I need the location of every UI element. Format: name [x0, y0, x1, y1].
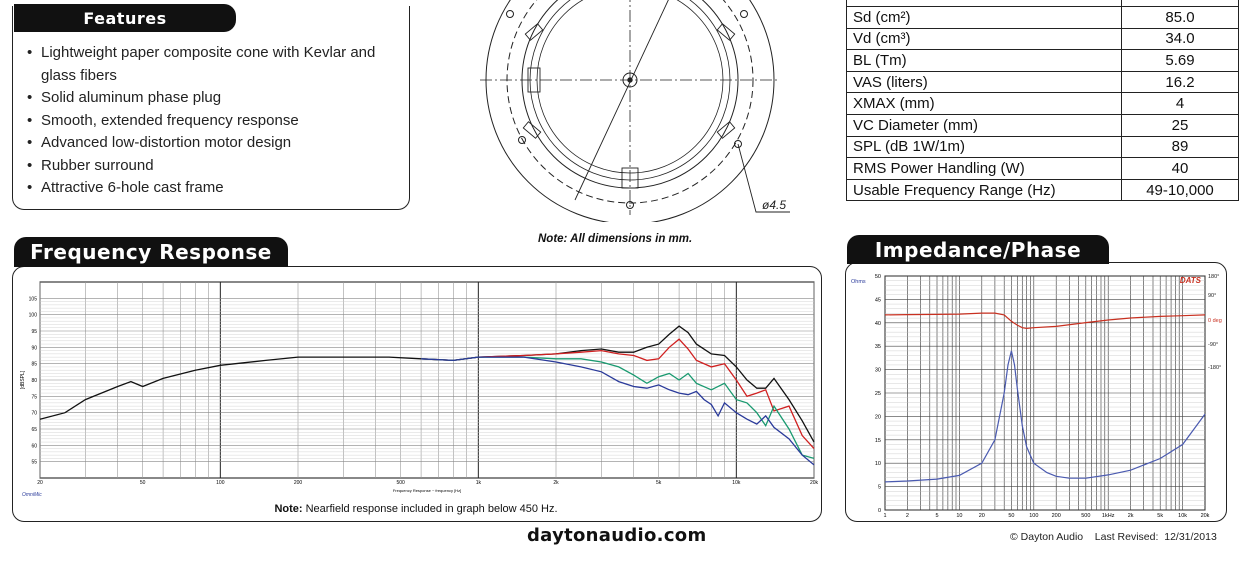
- frequency-response-title: Frequency Response: [14, 237, 288, 267]
- y-tick-label: 85: [31, 361, 37, 368]
- frame-spokes: [523, 24, 734, 188]
- dats-label: DATS: [1179, 276, 1201, 285]
- y-tick-label: 75: [31, 394, 37, 401]
- spec-name: BL (Tm): [847, 50, 1122, 72]
- y-tick-label: 5: [877, 484, 881, 491]
- right-tick-label: -90°: [1208, 342, 1219, 348]
- y-tick-label: 105: [28, 296, 37, 303]
- y-tick-label: 30: [874, 367, 881, 374]
- y-tick-label: 15: [874, 437, 881, 444]
- y-tick-label: 35: [874, 344, 881, 351]
- x-tick-label: 5k: [656, 480, 662, 486]
- y-tick-label: 0: [877, 508, 881, 514]
- spec-table: [846, 0, 1239, 201]
- x-tick-label: 20: [978, 513, 985, 518]
- features-panel: [12, 6, 410, 210]
- spec-value: 4: [1122, 93, 1239, 115]
- y-axis-label: Ohms: [851, 279, 866, 285]
- y-axis-label: [dBSPL]: [20, 370, 26, 390]
- y-tick-label: 40: [874, 320, 881, 327]
- spec-value: 5.69: [1122, 50, 1239, 72]
- y-tick-label: 65: [31, 427, 37, 433]
- impedance-title: Impedance/Phase: [847, 235, 1109, 264]
- spec-name: Sd (cm²): [847, 7, 1122, 29]
- feature-item: • Solid aluminum phase plug: [25, 87, 403, 110]
- x-tick-label: 50: [139, 480, 146, 486]
- x-tick-label: 200: [293, 480, 303, 486]
- x-tick-label: 5: [935, 513, 939, 518]
- frequency-response-chart: [14, 268, 820, 502]
- y-tick-label: 100: [28, 312, 37, 319]
- spec-name: Vd (cm³): [847, 28, 1122, 50]
- x-tick-label: 20k: [809, 480, 819, 486]
- feature-item: • Smooth, extended frequency response: [25, 110, 403, 133]
- table-row: [847, 136, 1239, 158]
- table-row: [847, 93, 1239, 115]
- y-tick-label: 90: [31, 345, 37, 352]
- speaker-mechanical-drawing: [480, 0, 810, 222]
- y-tick-label: 55: [31, 459, 37, 466]
- spec-name: RMS Power Handling (W): [847, 158, 1122, 180]
- x-tick-label: 1kHz: [1101, 513, 1115, 518]
- nearfield-note-bold: Note:: [274, 503, 303, 515]
- spec-value: 34.0: [1122, 28, 1239, 50]
- table-row: [847, 71, 1239, 93]
- right-tick-label: 0 deg: [1208, 318, 1222, 324]
- x-tick-label: 200: [1051, 513, 1061, 518]
- feature-item: • Rubber surround: [25, 155, 403, 178]
- footer-revision: © Dayton Audio Last Revised: 12/31/2013: [1010, 531, 1217, 543]
- omnimic-tag: OmniMic: [22, 492, 42, 498]
- x-tick-label: 1: [883, 513, 887, 518]
- right-tick-label: 180°: [1208, 274, 1220, 280]
- x-tick-label: 20: [37, 480, 43, 486]
- y-tick-label: 45: [874, 297, 881, 304]
- x-tick-label: 10k: [1178, 513, 1188, 518]
- features-title: Features: [14, 4, 236, 32]
- x-tick-label: 1k: [475, 480, 481, 486]
- x-tick-label: 10: [956, 513, 963, 518]
- x-tick-label: 10k: [732, 480, 741, 486]
- footer-url[interactable]: daytonaudio.com: [527, 525, 707, 546]
- feature-item: • Lightweight paper composite cone with Kevlar and glass fibers: [25, 42, 403, 87]
- spec-value: 25: [1122, 114, 1239, 136]
- hole-dimension-label: ø4.5: [762, 198, 787, 212]
- features-list: [25, 42, 403, 200]
- x-tick-label: 2k: [553, 480, 559, 486]
- y-tick-label: 95: [31, 329, 37, 335]
- table-row: [847, 7, 1239, 29]
- y-tick-label: 10: [874, 461, 881, 468]
- spec-value: 49-10,000: [1122, 179, 1239, 201]
- spec-name: VAS (liters): [847, 71, 1122, 93]
- spec-value: 40: [1122, 158, 1239, 180]
- y-tick-label: 70: [31, 410, 37, 417]
- y-tick-label: 80: [31, 378, 37, 384]
- table-row: [847, 114, 1239, 136]
- nearfield-note: [12, 503, 820, 515]
- spec-value: 16.2: [1122, 71, 1239, 93]
- spec-name: XMAX (mm): [847, 93, 1122, 115]
- table-row: [847, 28, 1239, 50]
- x-tick-label: 500: [396, 480, 405, 486]
- right-tick-label: 90°: [1208, 293, 1217, 299]
- x-tick-label: 100: [216, 480, 225, 486]
- impedance-phase-chart: [847, 266, 1225, 518]
- spec-value: 89: [1122, 136, 1239, 158]
- x-tick-label: 100: [1029, 513, 1039, 518]
- x-tick-label: 2: [905, 513, 909, 518]
- feature-item: • Attractive 6-hole cast frame: [25, 177, 403, 200]
- x-tick-label: 20k: [1200, 513, 1210, 518]
- x-tick-label: 50: [1008, 513, 1015, 518]
- right-tick-label: -180°: [1208, 365, 1222, 371]
- x-tick-label: 2k: [1127, 513, 1134, 518]
- spec-name: VC Diameter (mm): [847, 114, 1122, 136]
- spec-name: Usable Frequency Range (Hz): [847, 179, 1122, 201]
- y-tick-label: 25: [874, 391, 881, 397]
- y-tick-label: 20: [874, 414, 881, 421]
- nearfield-note-text: Nearfield response included in graph below 450 Hz.: [302, 503, 558, 515]
- x-tick-label: 500: [1081, 513, 1091, 518]
- x-axis-label: Frequency Response ~ frequency [Hz]: [392, 488, 462, 493]
- y-tick-label: 50: [874, 274, 881, 280]
- mounting-holes: [507, 11, 748, 209]
- diameter-leader: [575, 0, 673, 200]
- dimensions-note: Note: All dimensions in mm.: [538, 233, 693, 245]
- x-tick-label: 5k: [1157, 513, 1164, 518]
- spec-name: SPL (dB 1W/1m): [847, 136, 1122, 158]
- table-row: [847, 158, 1239, 180]
- feature-item: • Advanced low-distortion motor design: [25, 132, 403, 155]
- y-tick-label: 60: [31, 443, 37, 450]
- table-row: [847, 50, 1239, 72]
- spec-value: 85.0: [1122, 7, 1239, 29]
- table-row: [847, 179, 1239, 201]
